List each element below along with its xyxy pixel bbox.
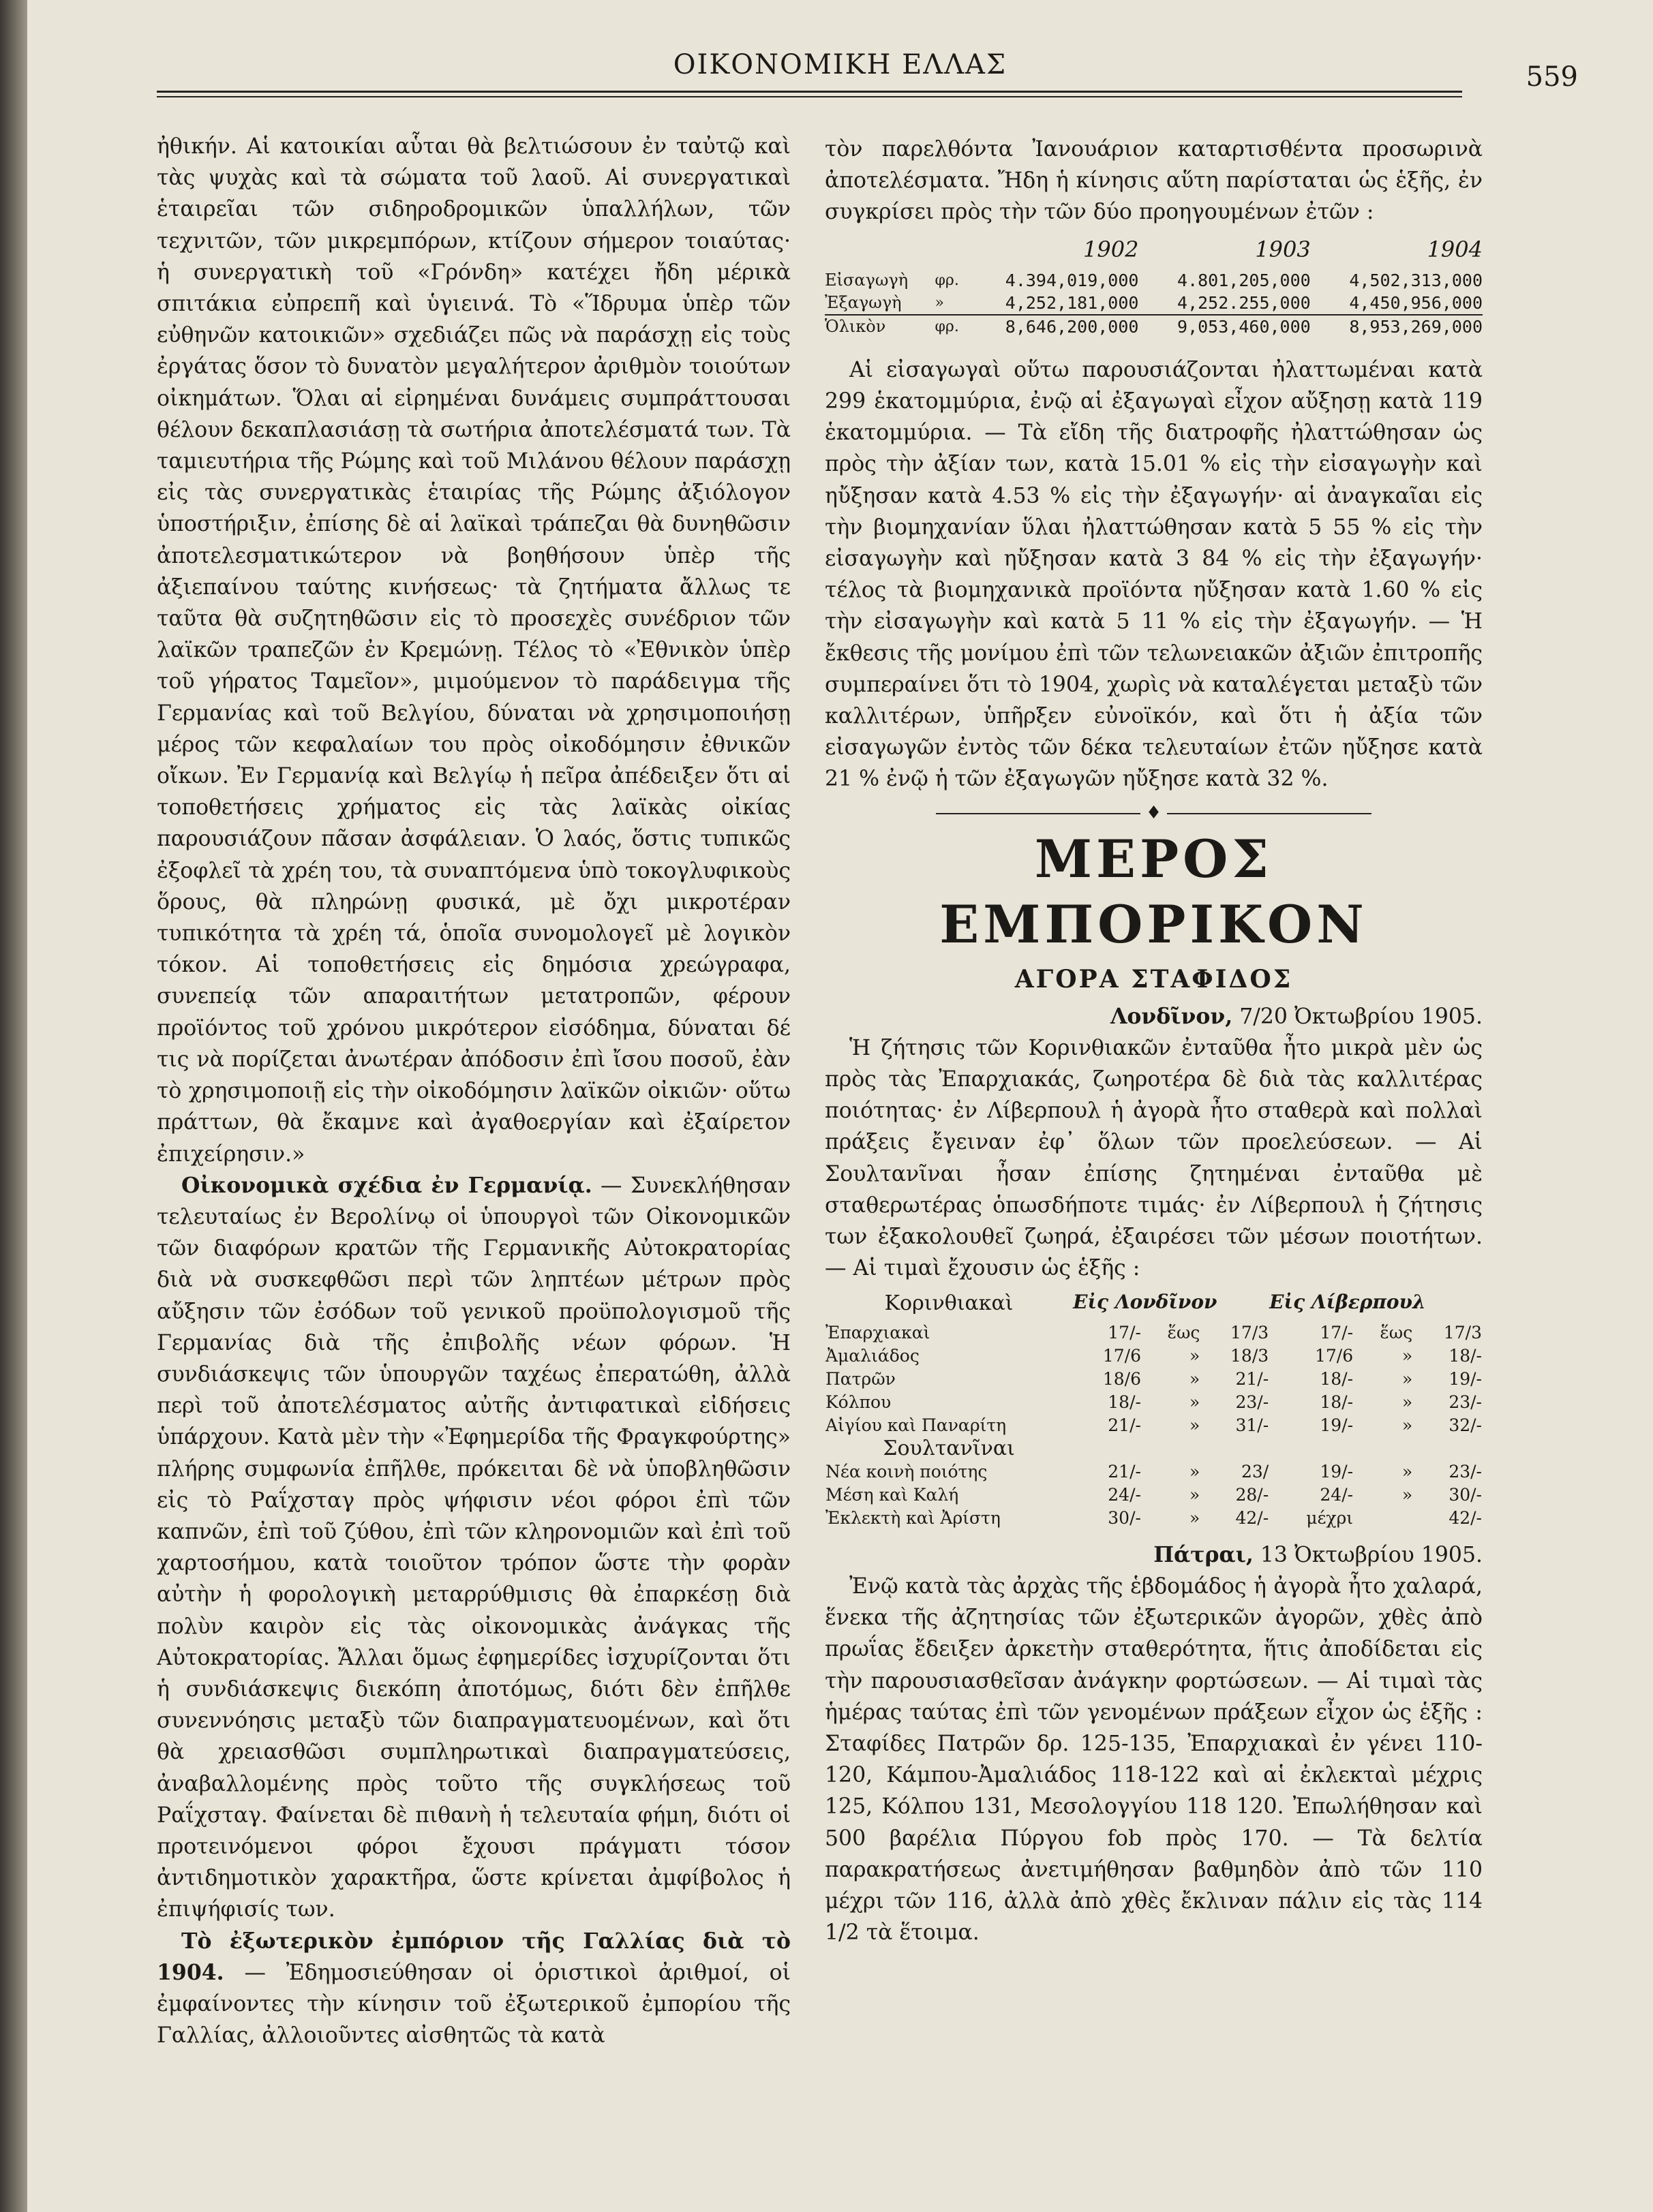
text-france: — Ἐδημοσιεύθησαν οἱ ὁριστικοὶ ἀριθμοί, οἱ ἐμφαίνοντες τὴν κίνησιν τοῦ ἐξωτερικοῦ ἐμπορίου τῆς Γαλλίας, ἀλλοιοῦντες αἰσθητῶς τὰ κατὰ bbox=[157, 1960, 791, 2048]
table-row: Νέα κοινὴ ποιότης 21/- » 23/ 19/- » 23/- bbox=[825, 1461, 1482, 1481]
table-row: Ἀμαλιάδος 17/6 » 18/3 17/6 » 18/- bbox=[825, 1345, 1482, 1366]
year-header: 1902 bbox=[1083, 236, 1139, 262]
table-row: Κορινθιακαὶ Εἰς Λονδῖνον Εἰς Λίβερπουλ bbox=[884, 1291, 1426, 1315]
section-divider: ♦ bbox=[825, 799, 1483, 827]
dateline-london: Λονδῖνον, 7/20 Ὀκτωβρίου 1905. bbox=[1110, 1003, 1483, 1029]
heading-germany: Οἰκονομικὰ σχέδια ἐν Γερμανίᾳ. bbox=[181, 1172, 592, 1198]
table-row-total: Ὁλικὸν φρ. 8,646,200,000 9,053,460,000 8,953,269,000 bbox=[825, 315, 1483, 338]
paragraph-london-market: Ἡ ζήτησις τῶν Κορινθιακῶν ἐνταῦθα ἦτο μικρὰ μὲν ὡς πρὸς τὰς Ἐπαρχιακάς, ζωηροτέρα δὲ διὰ τὰς καλλιτέρας ποιότητας· ἐν Λίβερπουλ ἡ ἀγορὰ ἦτο σταθερὰ καὶ πολλαὶ πράξεις ἔγειναν ἐφ᾽ ὅλων τῶν προελεύσεων. — Αἱ Σουλτανῖναι ἦσαν ἐπίσης ζητημέναι ἐνταῦθα μὲ σταθερωτέρας ὁπωσδήποτε τιμάς· ἐν Λίβερπουλ ἡ ζήτησις των ἐξακολουθεῖ ζωηρά, ἐξαιρέσει τῶν μέσων ποιοτήτων. — Αἱ τιμαὶ ἔχουσιν ὡς ἑξῆς : bbox=[825, 1035, 1483, 1281]
table-row: Κόλπου 18/- » 23/- 18/- » 23/- bbox=[825, 1392, 1482, 1412]
paragraph-housing: ἠθικήν. Αἱ κατοικίαι αὗται θὰ βελτιώσουν ἐν ταὐτῷ καὶ τὰς ψυχὰς καὶ τὰ σώματα τοῦ λαοῦ. Αἱ συνεργατικαὶ ἑταιρεῖαι τῶν σιδηροδρομικῶν ὑπαλλήλων, τῶν τεχνιτῶν, τῶν μικρεμπόρων, κτίζουν σήμερον τοιαύτας· ἡ συνεργατικὴ τοῦ «Γρόνδη» κατέχει ἤδη μέρικὰ σπιτάκια εὐπρεπῆ καὶ ὑγιεινά. Τὸ «Ἵδρυμα ὑπὲρ τῶν εὐθηνῶν κατοικιῶν» σχεδιάζει πῶς νὰ παράσχῃ εἰς τοὺς ἐργάτας ὅσον τὸ δυνατὸν μεγαλήτερον ἀριθμὸν τοιούτων οἰκημάτων. Ὅλαι αἱ εἰρημέναι δυνάμεις συμπράττουσαι θέλουν δεκαπλασιάσῃ τὰ σωτήρια ἀποτελέσματά των. Τὰ ταμιευτήρια τῆς Ρώμης καὶ τοῦ Μιλάνου θέλουν παράσχῃ εἰς τὰς συνεργατικὰς ἑταιρίας τῆς Ρώμης ἀξιόλογον ὑποστήριξιν, ἐπίσης δὲ αἱ λαϊκαὶ τράπεζαι θὰ δυνηθῶσιν ἀποτελεσματικώτερον νὰ βοηθήσουν ὑπὲρ τῆς ἀξιεπαίνου ταύτης κινήσεως· τὰ ζητήματα ἄλλως τε ταῦτα θὰ συζητηθῶσιν εἰς τὸ προσεχὲς συνέδριον τῶν λαϊκῶν τραπεζῶν ἐν Κρεμώνῃ. Τέλος τὸ «Ἐθνικὸν ὑπὲρ τοῦ γήρατος Ταμεῖον», μιμούμενον τὸ παράδειγμα τῆς Γερμανίας καὶ τοῦ Βελγίου, δύναται νὰ χρησιμοποιήσῃ μέρος τῶν κεφαλαίων του πρὸς οἰκοδόμησιν ἐθνικῶν οἴκων. Ἐν Γερμανίᾳ καὶ Βελγίῳ ἡ πεῖρα ἀπέδειξεν ὅτι αἱ τοποθετήσεις χρήματος εἰς τὰς λαϊκὰς οἰκίας παρουσιάζουν πᾶσαν ἀσφάλειαν. Ὁ λαός, ὅστις τυπικῶς ἐξοφλεῖ τὰ χρέη του, τὰ συναπτόμενα ὑπὸ τοκογλυφικοὺς ὅρους, θὰ πληρώνῃ φυσικά, μὲ ὄχι μικροτέραν τυπικότητα τὰ χρέη τά, ὁποῖα συνομολογεῖ μὲ λογικὸν τόκον. Αἱ τοποθετήσεις εἰς δημόσια χρεώγραφα, συνεπείᾳ τῶν απαραιτήτων μετατροπῶν, φέρουν προϊόντος τοῦ χρόνου μικρότερον εἰσόδημα, δύναται δέ τις νὰ πορίζεται ἀνωτέραν ἀπόδοσιν ἐπὶ ἴσου ποσοῦ, ἐὰν τὸ χρησιμοποιῇ εἰς τὴν οἰκοδόμησιν λαϊκῶν οἰκιῶν· οὕτω πράττων, θὰ ἔκαμνε καὶ ἀγαθοεργίαν καὶ ἐξαίρετον ἐπιχείρησιν.» bbox=[157, 134, 791, 1167]
header-rule bbox=[157, 91, 1462, 93]
year-header: 1903 bbox=[1255, 236, 1311, 262]
heading-france: Τὸ ἐξωτερικὸν ἐμπόριον τῆς Γαλλίας διὰ τὸ 1904. bbox=[157, 1928, 791, 1985]
trade-stats-table bbox=[825, 231, 1483, 338]
dateline-patras: Πάτραι, 13 Ὀκτωβρίου 1905. bbox=[1153, 1541, 1483, 1567]
table-row bbox=[825, 231, 1483, 269]
section-title: ΜΕΡΟΣ ΕΜΠΟΡΙΚΟΝ bbox=[939, 828, 1368, 955]
table-row: Σουλτανῖναι bbox=[883, 1436, 1015, 1460]
table-row: Μέση καὶ Καλή 24/- » 28/- 24/- » 30/- bbox=[825, 1484, 1482, 1505]
paragraph-france bbox=[157, 1926, 791, 2052]
currant-prices-table bbox=[825, 1285, 1483, 1529]
paragraph-trade-analysis: Αἱ εἰσαγωγαὶ οὕτω παρουσιάζονται ἠλαττωμέναι κατὰ 299 ἑκατομμύρια, ἐνῷ αἱ ἐξαγωγαὶ εἶχον αὔξησῃ κατὰ 119 ἑκατομμύρια. — Τὰ εἴδη τῆς διατροφῆς ἠλαττώθησαν ὡς πρὸς τὴν ἀξίαν των, κατὰ 15.01 % εἰς τὴν εἰσαγωγὴν καὶ ηὔξησαν κατὰ 4.53 % εἰς τὴν ἐξαγωγήν· αἱ ἀναγκαῖαι εἰς τὴν βιομηχανίαν ὕλαι ἠλαττώθησαν κατὰ 5 55 % εἰς τὴν εἰσαγωγὴν καὶ ηὔξησαν κατὰ 3 84 % εἰς τὴν ἐξαγωγήν· τέλος τὰ βιομηχανικὰ προϊόντα ηὔξησαν κατὰ 1.60 % εἰς τὴν εἰσαγωγὴν καὶ κατὰ 5 11 % εἰς τὴν ἐξαγωγήν. — Ἡ ἔκθεσις τῆς μονίμου ἐπὶ τῶν τελωνειακῶν ἀξιῶν ἐπιτροπῆς συμπεραίνει ὅτι τὸ 1904, χωρὶς νὰ καταλέγεται μεταξὺ τῶν καλλιτέρων, ὑπῆρξεν εὐνοϊκόν, καὶ ὅτι ἡ ἀξία τῶν εἰσαγωγῶν ἐντὸς τῶν δέκα τελευταίων ἐτῶν ηὔξησε κατὰ 21 % ἐνῷ ἡ τῶν ἐξαγωγῶν ηὔξησε κατὰ 32 %. bbox=[825, 357, 1483, 792]
paragraph-patras-market: Ἐνῷ κατὰ τὰς ἀρχὰς τῆς ἑβδομάδος ἡ ἀγορὰ ἦτο χαλαρά, ἕνεκα τῆς ἀζητησίας τῶν ἐξωτερικῶν ἀγορῶν, χθὲς ἀπὸ πρωΐας ἔδειξεν ἀρκετὴν σταθερότητα, ἥτις ἀποδίδεται εἰς τὴν παρουσιασθεῖσαν ἀνάγκην φορτώσεων. — Αἱ τιμαὶ τὰς ἡμέρας ταύτας ἐπὶ τῶν γενομένων πράξεων εἶχον ὡς ἑξῆς : Σταφίδες Πατρῶν δρ. 125-135, Ἐπαρχιακαὶ ἐν γένει 110-120, Κάμπου-Ἀμαλιάδος 118-122 καὶ αἱ ἐκλεκταὶ μέχρις 125, Κόλπου 131, Μεσολογγίου 118 120. Ἐπωλήθησαν καὶ 500 βαρέλια Πύργου fob πρὸς 170. — Τὰ δελτία παρακρατήσεως ἀνετιμήθησαν βαθμηδὸν ἀπὸ τῶν 110 μέχρι τῶν 116, ἀλλὰ ἀπὸ χθὲς ἔκλιναν πάλιν εἰς τὰς 114 1/2 τὰ ἕτοιμα. bbox=[825, 1573, 1483, 1946]
text-germany: — Συνεκλήθησαν τελευταίως ἐν Βερολίνῳ οἱ ὑπουργοὶ τῶν Οἰκονομικῶν τῶν διαφόρων κρατῶν τῆς Γερμανικῆς Αὐτοκρατορίας διὰ νὰ συσκεφθῶσι περὶ τῶν ληπτέων μέτρων πρὸς αὔξησιν τῶν ἐσόδων τοῦ γενικοῦ προϋπολογισμοῦ τῆς Γερμανίας διὰ τῆς ἐπιβολῆς νέων φόρων. Ἡ συνδιάσκεψις τῶν ὑπουργῶν ταχέως ἐπερατώθη, ἀλλὰ περὶ τοῦ ἀποτελέσματος αὐτῆς ἀντιφατικαὶ εἰδήσεις ὑπάρχουν. Κατὰ μὲν τὴν «Ἐφημερίδα τῆς Φραγκφούρτης» πλήρης συμφωνία ἐπῆλθε, πρόκειται δὲ νὰ ὑποβληθῶσιν εἰς τὸ Ραΐχσταγ πρὸς ψήφισιν νέοι φόροι ἐπὶ τῶν καπνῶν, ἐπὶ τοῦ ζύθου, ἐπὶ τῶν κληρονομιῶν καὶ ἐπὶ τοῦ χαρτοσήμου, κατὰ τοιοῦτον τρόπον ὥστε τὴν φορὰν αὐτὴν ἡ φορολογικὴ μεταρρύθμισις θὰ ἐπαρκέσῃ διὰ πολὺν καιρὸν εἰς τὰς οἰκονομικὰς ἀνάγκας τῆς Αὐτοκρατορίας. Ἄλλαι ὅμως ἐφημερίδες ἰσχυρίζονται ὅτι ἡ συνδιάσκεψις διεκόπη ἀποτόμως, διότι δὲν ἐπῆλθε συνεννόησις μεταξὺ τῶν διαπραγματευομένων, καὶ ὅτι θὰ χρειασθῶσι συμπληρωτικαὶ διαπραγματεύσεις, ἀναβαλλομένης πρὸς τοῦτο τῆς συγκλήσεως τοῦ Ραΐχσταγ. Φαίνεται δὲ πιθανὴ ἡ τελευταία φήμη, διότι οἱ προτεινόμενοι φόροι ἔχουσι πράγματι τόσον ἀντιδημοτικὸν χαρακτῆρα, ὥστε κρίνεται ἀμφίβολος ἡ ἐπιψήφισίς των. bbox=[157, 1173, 791, 1922]
book-spine-shadow bbox=[0, 0, 27, 2212]
left-column bbox=[157, 131, 791, 2051]
journal-page bbox=[27, 0, 1653, 2212]
running-title: ΟΙΚΟΝΟΜΙΚΗ ΕΛΛΑΣ bbox=[673, 49, 1007, 80]
paragraph-france-cont: τὸν παρελθόντα Ἰανουάριον καταρτισθέντα προσωρινὰ ἀποτελέσματα. Ἤδη ἡ κίνησις αὕτη παρίσταται ὡς ἑξῆς, ἐν συγκρίσει πρὸς τὴν τῶν δύο προηγουμένων ἐτῶν : bbox=[825, 137, 1483, 225]
page-number: 559 bbox=[1526, 61, 1578, 93]
section-subtitle: ΑΓΟΡΑ ΣΤΑΦΙΔΟΣ bbox=[1014, 964, 1293, 994]
table-row: Αἰγίου καὶ Παναρίτη 21/- » 31/- 19/- » 32/- bbox=[825, 1415, 1482, 1435]
right-column bbox=[825, 134, 1483, 1948]
paragraph-germany bbox=[157, 1170, 791, 1926]
table-row: Ἐκλεκτὴ καὶ Ἀρίστη 30/- » 42/- μέχρι 42/- bbox=[825, 1507, 1482, 1528]
table-row: Πατρῶν 18/6 » 21/- 18/- » 19/- bbox=[825, 1368, 1482, 1389]
header-rule-thin bbox=[157, 96, 1462, 97]
table-row: Ἐπαρχιακαὶ 17/- ἕως 17/3 17/- ἕως 17/3 bbox=[825, 1322, 1482, 1342]
year-header: 1904 bbox=[1427, 236, 1483, 262]
table-row: Ἐξαγωγὴ » 4,252,181,000 4,252.255,000 4,450,956,000 bbox=[825, 292, 1483, 313]
table-row: Εἰσαγωγὴ φρ. 4.394,019,000 4.801,205,000 4,502,313,000 bbox=[825, 270, 1483, 290]
